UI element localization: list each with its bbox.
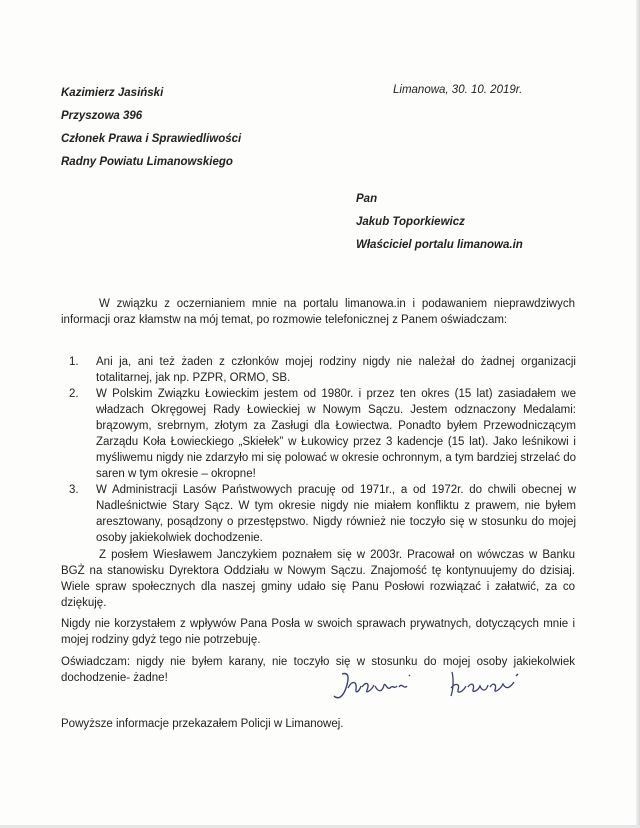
paragraph-posel: Z posłem Wiesławem Janczykiem poznałem się w 2003r. Pracował on wówczas w Banku BGŻ na stanowisku Dyrektora Oddziału w Nowym Sączu. Znajomość tę kontynuujemy do dzisiaj. Wiele spraw społecznych dla naszej gminy udało się Panu Posłowi rozwiązać i załatwić, za co dziękuję. <box>61 549 575 609</box>
paragraph-declaration: Oświadczam: nigdy nie byłem karany, nie toczyło się w stosunku do mojej osoby jakiekolwiek dochodzenie- żadne! <box>61 656 575 684</box>
intro-paragraph: W związku z oczernianiem mnie na portalu limanowa.in i podawaniem nieprawdziwych informacji oraz kłamstw na mój temat, po rozmowie telefonicznej z Panem oświadczam: <box>61 298 575 326</box>
recipient-title: Właściciel portalu limanowa.in <box>356 239 523 251</box>
list-item <box>69 354 576 386</box>
place-date: Limanowa, 30. 10. 2019r. <box>393 84 523 96</box>
sender-function: Radny Powiatu Limanowskiego <box>61 156 233 168</box>
list-item <box>69 386 576 482</box>
handwritten-signature <box>330 666 550 706</box>
paragraph-influence: Nigdy nie korzystałem z wpływów Pana Posła w swoich sprawach prywatnych, dotyczących mnie i mojej rodziny gdyż tego nie potrzebuję. <box>61 618 575 646</box>
recipient-name: Jakub Toporkiewicz <box>356 216 465 228</box>
list-item-number: 2. <box>69 388 79 400</box>
scan-edge <box>636 0 640 828</box>
list-item-text: Ani ja, ani też żaden z członków mojej rodziny nigdy nie należał do żadnej organizacji totalitarnej, jak np. PZPR, ORMO, SB. <box>96 356 576 384</box>
sender-address: Przyszowa 396 <box>61 110 143 122</box>
list-item-number: 3. <box>69 484 79 496</box>
list-item-text: W Administracji Lasów Państwowych pracuję od 1971r., a od 1972r. do chwili obecnej w Nadleśnictwie Stary Sącz. W tym okresie nigdy nie miałem konfliktu z prawem, nie byłem aresztowany, posądzony o przestępstwo. Nigdy również nie toczyło się w stosunku do mojej osoby jakiekolwiek dochodzenie. <box>96 484 576 544</box>
list-item-number: 1. <box>69 356 79 368</box>
list-item <box>69 482 576 546</box>
sender-block <box>61 82 241 174</box>
sender-party: Członek Prawa i Sprawiedliwości <box>61 133 242 145</box>
statement-list <box>69 354 576 546</box>
list-item-text: W Polskim Związku Łowieckim jestem od 1980r. i przez ten okres (15 lat) zasiadałem we władzach Okręgowej Rady Łowieckiej w Nowym Sączu. Jestem odznaczony Medalami: brązowym, srebrnym, złotym za Zasługi dla Łowiectwa. Ponadto byłem Przewodniczącym Zarządu Koła Łowieckiego „Skiełek” w Łukowicy przez 3 kadencje (15 lat). Jako leśnikowi i myśliwemu nigdy nie zdarzyło mi się polować w okresie ochronnym, a tym bardziej strzelać do saren w tym okresie – okropne! <box>96 388 576 480</box>
sender-name: Kazimierz Jasiński <box>61 87 164 99</box>
paragraph-police: Powyższe informacje przekazałem Policji w Limanowej. <box>61 718 344 730</box>
recipient-salutation: Pan <box>356 193 378 205</box>
recipient-block <box>356 188 523 257</box>
